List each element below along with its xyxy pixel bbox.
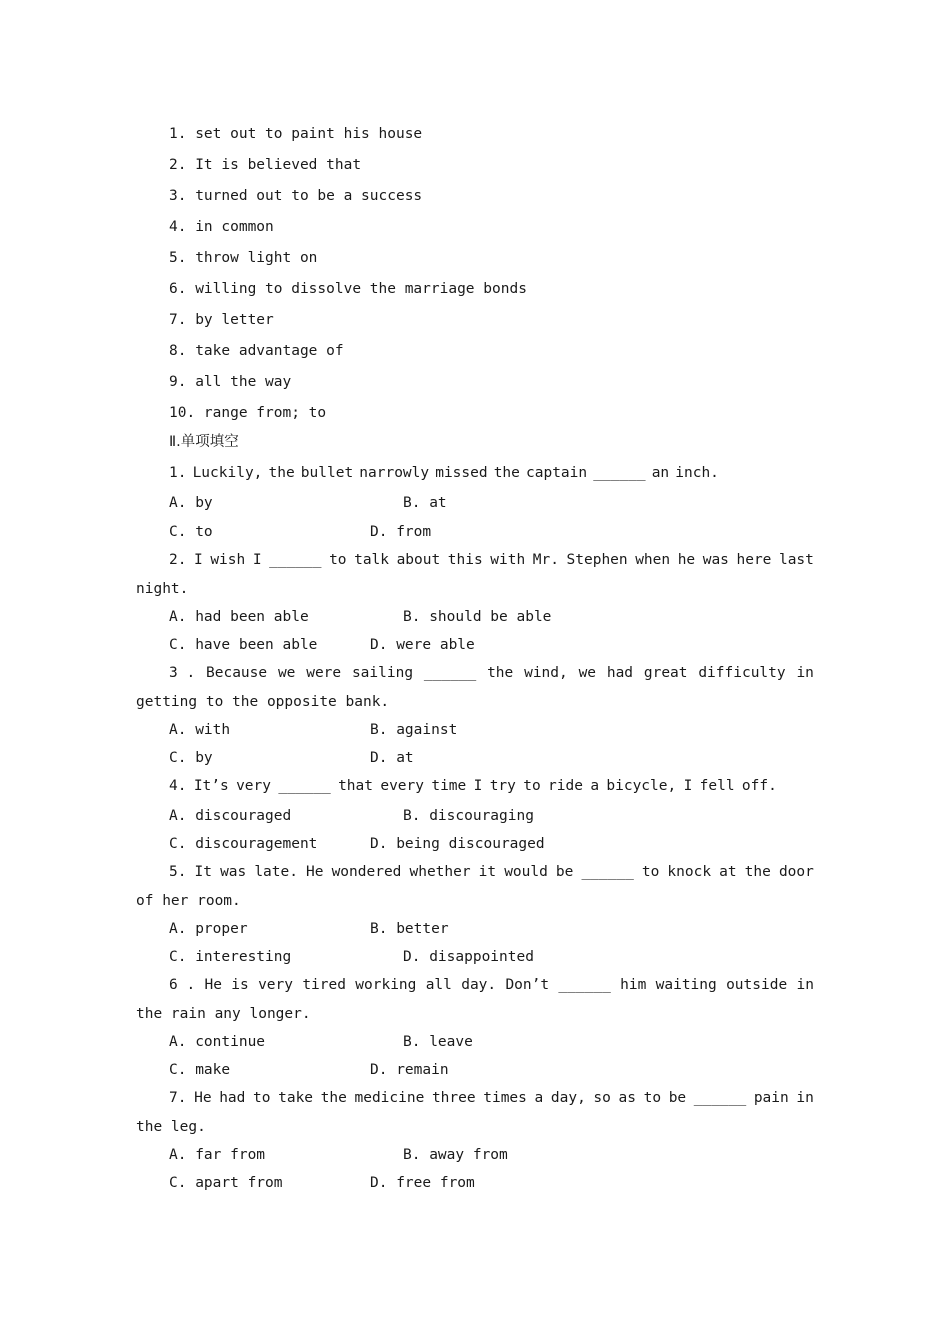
stem-word: very bbox=[258, 977, 293, 993]
option-c: C. make bbox=[169, 1062, 231, 1078]
stem-word: with bbox=[490, 552, 526, 568]
stem-word: time bbox=[431, 778, 467, 794]
answer-blank: ______ bbox=[581, 864, 634, 880]
option-c: C. have been able bbox=[169, 637, 318, 653]
stem-word: medicine bbox=[354, 1090, 425, 1106]
answer-item: 6. willing to dissolve the marriage bonds bbox=[169, 281, 527, 297]
option-c: C. to bbox=[169, 524, 213, 540]
stem-word: to bbox=[253, 1090, 271, 1106]
question-stem bbox=[169, 550, 814, 570]
option-a: A. with bbox=[169, 722, 231, 738]
stem-word: tired bbox=[302, 977, 346, 993]
stem-word: day, bbox=[550, 1090, 586, 1106]
stem-word: times bbox=[483, 1090, 527, 1106]
stem-word: It’s bbox=[193, 778, 229, 794]
answer-item: 4. in common bbox=[169, 219, 274, 235]
option-c: C. discouragement bbox=[169, 836, 318, 852]
stem-word: 1. bbox=[169, 465, 187, 481]
stem-word: we bbox=[578, 665, 597, 681]
stem-word: waiting bbox=[655, 977, 717, 993]
option-c: C. interesting bbox=[169, 949, 292, 965]
stem-word: narrowly bbox=[359, 465, 430, 481]
stem-word: 4. bbox=[169, 778, 187, 794]
answer-blank: ______ bbox=[278, 778, 331, 794]
stem-word: outside bbox=[726, 977, 788, 993]
stem-word: door bbox=[778, 864, 814, 880]
stem-word: 7. bbox=[169, 1090, 187, 1106]
stem-word: take bbox=[278, 1090, 314, 1106]
stem-word: knock bbox=[667, 864, 712, 880]
option-a: A. discouraged bbox=[169, 808, 292, 824]
stem-word: missed bbox=[435, 465, 488, 481]
stem-word: a bbox=[534, 1090, 544, 1106]
stem-word: Because bbox=[206, 665, 268, 681]
option-b: B. discouraging bbox=[403, 808, 534, 824]
stem-word: whether bbox=[409, 864, 471, 880]
answer-blank: ______ bbox=[693, 1090, 747, 1106]
stem-word: the bbox=[268, 465, 295, 481]
option-a: A. continue bbox=[169, 1034, 266, 1050]
stem-word: three bbox=[431, 1090, 476, 1106]
option-c: C. apart from bbox=[169, 1175, 283, 1191]
stem-word: Stephen bbox=[566, 552, 628, 568]
stem-word: He bbox=[194, 1090, 212, 1106]
stem-word: try bbox=[489, 778, 516, 794]
option-a: A. far from bbox=[169, 1147, 266, 1163]
stem-word: talk bbox=[354, 552, 390, 568]
question-stem bbox=[169, 663, 814, 683]
option-d: D. remain bbox=[370, 1062, 449, 1078]
option-b: B. away from bbox=[403, 1147, 508, 1163]
stem-word: I bbox=[473, 778, 483, 794]
option-d: D. were able bbox=[370, 637, 475, 653]
answer-item: 9. all the way bbox=[169, 374, 292, 390]
option-b: B. leave bbox=[403, 1034, 473, 1050]
stem-word: to bbox=[329, 552, 347, 568]
stem-word: bicycle, bbox=[606, 778, 677, 794]
stem-word: this bbox=[447, 552, 483, 568]
stem-word: off. bbox=[741, 778, 777, 794]
stem-word: every bbox=[380, 778, 424, 794]
stem-word: were bbox=[306, 665, 342, 681]
option-d: D. from bbox=[370, 524, 432, 540]
answer-item: 8. take advantage of bbox=[169, 343, 344, 359]
stem-word: about bbox=[396, 552, 441, 568]
stem-word: to bbox=[523, 778, 541, 794]
question-stem-continued: getting to the opposite bank. bbox=[136, 694, 390, 710]
answer-blank: ______ bbox=[423, 665, 477, 681]
stem-word: difficulty bbox=[698, 665, 786, 681]
question-stem-continued: night. bbox=[136, 581, 189, 597]
question-stem-continued: the rain any longer. bbox=[136, 1006, 311, 1022]
answer-item: 3. turned out to be a success bbox=[169, 188, 423, 204]
option-b: B. should be able bbox=[403, 609, 552, 625]
stem-word: the bbox=[744, 864, 771, 880]
option-b: B. at bbox=[403, 495, 447, 511]
stem-word: pain bbox=[753, 1090, 789, 1106]
section-title: Ⅱ.单项填空 bbox=[169, 434, 239, 450]
option-b: B. against bbox=[370, 722, 458, 738]
answer-blank: ______ bbox=[593, 465, 646, 481]
stem-word: was bbox=[220, 864, 247, 880]
stem-word: as bbox=[618, 1090, 636, 1106]
option-c: C. by bbox=[169, 750, 213, 766]
stem-word: inch. bbox=[675, 465, 719, 481]
stem-word: at bbox=[719, 864, 737, 880]
stem-word: 6 . bbox=[169, 977, 196, 993]
stem-word: here bbox=[736, 552, 772, 568]
option-d: D. being discouraged bbox=[370, 836, 545, 852]
stem-word: to bbox=[641, 864, 660, 880]
stem-word: had bbox=[219, 1090, 246, 1106]
answer-blank: ______ bbox=[558, 977, 611, 993]
stem-word: 5. bbox=[169, 864, 187, 880]
stem-word: wind, bbox=[524, 665, 568, 681]
stem-word: in bbox=[796, 1090, 814, 1106]
stem-word: Luckily, bbox=[192, 465, 263, 481]
stem-word: had bbox=[606, 665, 634, 681]
stem-word: great bbox=[643, 665, 688, 681]
question-stem bbox=[169, 1088, 814, 1108]
option-a: A. had been able bbox=[169, 609, 309, 625]
answer-item: 5. throw light on bbox=[169, 250, 318, 266]
stem-word: I bbox=[252, 552, 262, 568]
stem-word: when bbox=[635, 552, 671, 568]
stem-word: fell bbox=[699, 778, 735, 794]
stem-word: I bbox=[683, 778, 693, 794]
stem-word: He bbox=[306, 864, 324, 880]
stem-word: He bbox=[204, 977, 222, 993]
stem-word: ride bbox=[548, 778, 583, 794]
option-a: A. by bbox=[169, 495, 213, 511]
stem-word: 3 . bbox=[169, 665, 196, 681]
answer-blank: ______ bbox=[269, 552, 322, 568]
stem-word: Mr. bbox=[532, 552, 559, 568]
stem-word: working bbox=[355, 977, 417, 993]
stem-word: wish bbox=[210, 552, 246, 568]
question-stem bbox=[169, 463, 719, 483]
option-d: D. disappointed bbox=[403, 949, 534, 965]
stem-word: him bbox=[620, 977, 647, 993]
stem-word: sailing bbox=[351, 665, 414, 681]
stem-word: the bbox=[320, 1090, 347, 1106]
stem-word: It bbox=[194, 864, 212, 880]
question-stem bbox=[169, 776, 777, 796]
stem-word: Don’t bbox=[505, 977, 550, 993]
stem-word: very bbox=[236, 778, 271, 794]
stem-word: to bbox=[643, 1090, 662, 1106]
answer-item: 1. set out to paint his house bbox=[169, 126, 423, 142]
stem-word: that bbox=[338, 778, 373, 794]
option-a: A. proper bbox=[169, 921, 248, 937]
stem-word: the bbox=[493, 465, 520, 481]
stem-word: is bbox=[231, 977, 249, 993]
question-stem-continued: of her room. bbox=[136, 893, 241, 909]
stem-word: all bbox=[425, 977, 452, 993]
stem-word: he bbox=[677, 552, 696, 568]
option-b: B. better bbox=[370, 921, 449, 937]
stem-word: captain bbox=[526, 465, 588, 481]
answer-item: 7. by letter bbox=[169, 312, 274, 328]
stem-word: be bbox=[555, 864, 574, 880]
stem-word: so bbox=[593, 1090, 611, 1106]
answer-item: 10. range from; to bbox=[169, 405, 327, 421]
stem-word: day. bbox=[461, 977, 497, 993]
answer-item: 2. It is believed that bbox=[169, 157, 362, 173]
stem-word: we bbox=[277, 665, 296, 681]
stem-word: would bbox=[504, 864, 548, 880]
stem-word: bullet bbox=[300, 465, 354, 481]
stem-word: a bbox=[590, 778, 600, 794]
stem-word: was bbox=[702, 552, 729, 568]
stem-word: in bbox=[796, 665, 814, 681]
stem-word: I bbox=[194, 552, 203, 568]
question-stem-continued: the leg. bbox=[136, 1119, 206, 1135]
stem-word: last bbox=[778, 552, 814, 568]
stem-word: an bbox=[651, 465, 670, 481]
question-stem bbox=[169, 862, 814, 882]
stem-word: it bbox=[478, 864, 497, 880]
question-stem bbox=[169, 975, 814, 995]
stem-word: be bbox=[668, 1090, 687, 1106]
stem-word: wondered bbox=[331, 864, 402, 880]
option-d: D. at bbox=[370, 750, 414, 766]
stem-word: 2. bbox=[169, 552, 187, 568]
option-d: D. free from bbox=[370, 1175, 475, 1191]
stem-word: late. bbox=[254, 864, 298, 880]
stem-word: in bbox=[796, 977, 814, 993]
stem-word: the bbox=[487, 665, 514, 681]
